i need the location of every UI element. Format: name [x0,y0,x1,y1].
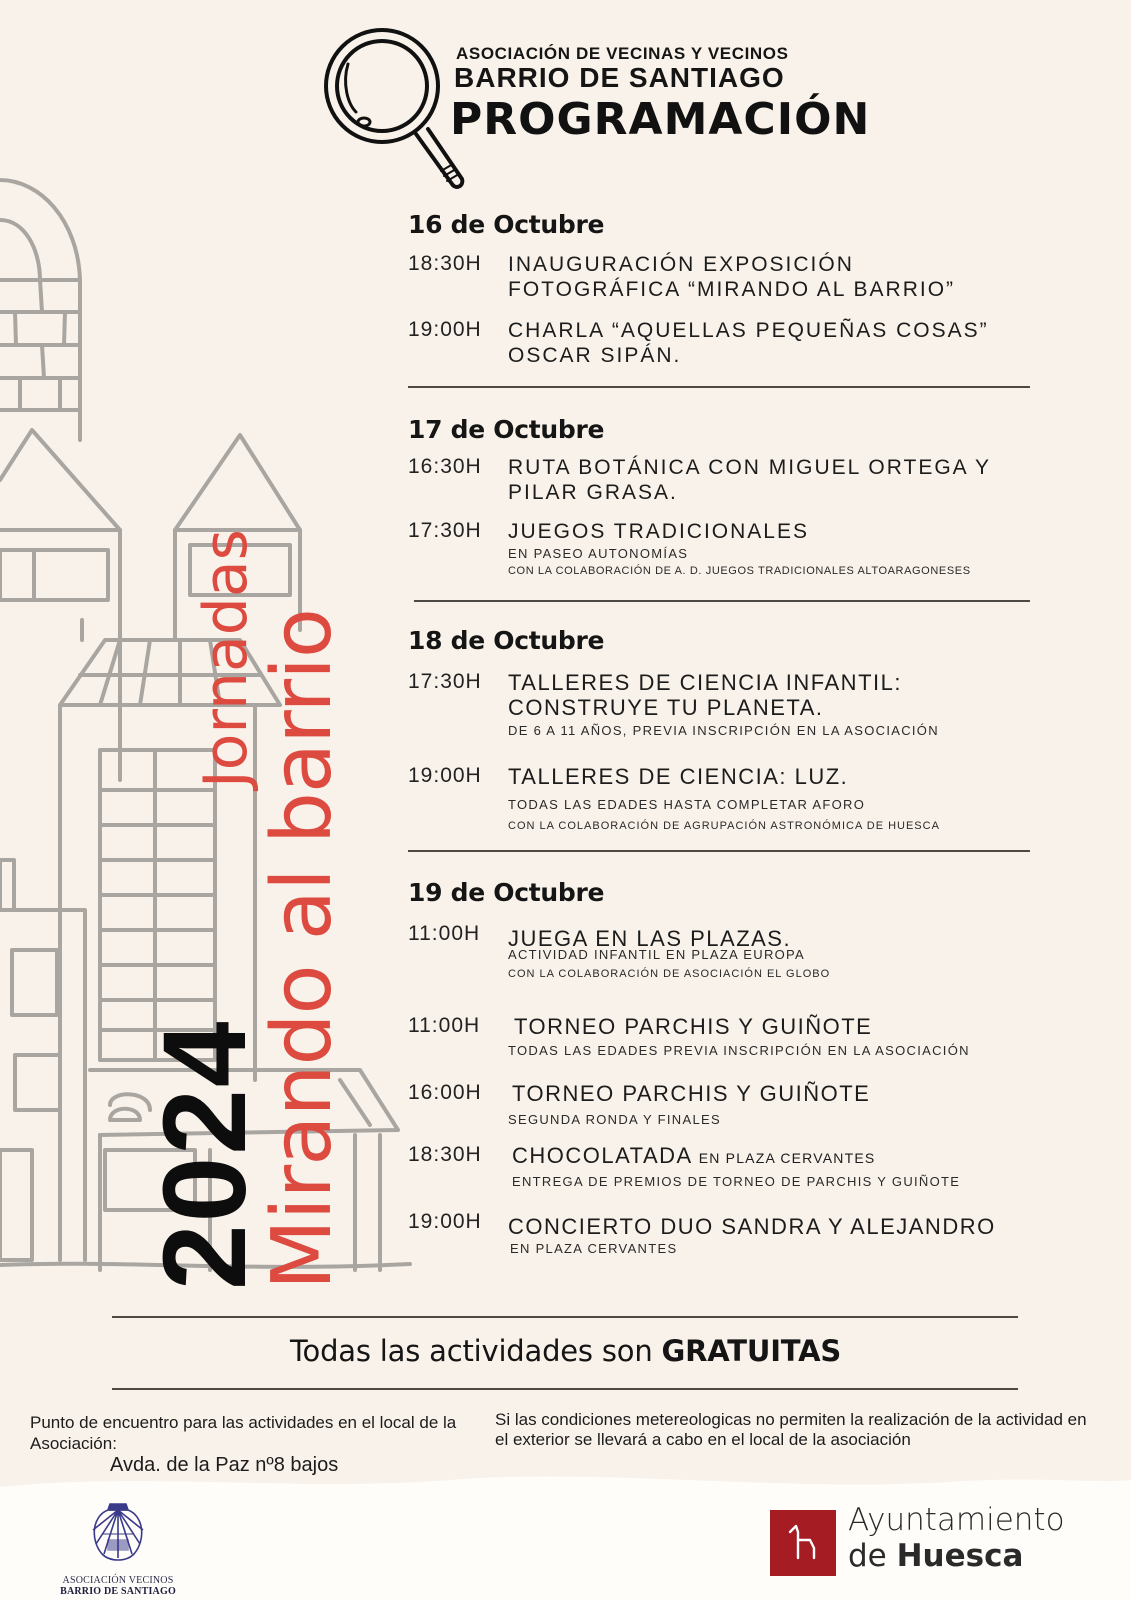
section-divider [408,850,1030,852]
day-section [408,210,1048,367]
event-time: 11:00H [408,1014,481,1037]
event-name-vertical-title: Mirando al barrio [255,608,350,1290]
association-logo-line2: BARRIO DE SANTIAGO [60,1586,176,1597]
weather-note: Si las condiciones metereologicas no permiten la realización de la actividad en el exterior se llevará a cabo en el local de la asociación [495,1410,1087,1449]
organization-name-line1: ASOCIACIÓN DE VECINAS Y VECINOS [456,44,789,63]
event-time: 18:30H [408,252,482,275]
event-title: TORNEO PARCHIS Y GUIÑOTE [512,1081,871,1106]
meeting-point-note: Punto de encuentro para las actividades en el local de la Asociación: [30,1413,457,1453]
organization-name-line2: BARRIO DE SANTIAGO [454,62,785,93]
day-title: 17 de Octubre [408,415,605,444]
event-time: 17:30H [408,670,482,693]
event-details: TODAS LAS EDADES HASTA COMPLETAR AFORO [508,797,866,812]
association-logo [48,1500,188,1600]
city-logo-prefix: de [848,1538,887,1574]
city-logo-line1: Ayuntamiento [848,1502,1065,1538]
event-title: TALLERES DE CIENCIA: LUZ. [508,764,849,789]
year-vertical-title: 2024 [139,1019,271,1290]
event-collaborator: CON LA COLABORACIÓN DE A. D. JUEGOS TRADICIONALES ALTOARAGONESES [508,565,971,577]
event-time: 19:00H [408,318,482,341]
day-title: 16 de Octubre [408,210,605,239]
city-logo-name: Huesca [896,1538,1024,1574]
city-logo-line2 [848,1538,1023,1574]
event-title: TORNEO PARCHIS Y GUIÑOTE [514,1014,873,1039]
event-time: 16:30H [408,455,482,478]
event-title: TALLERES DE CIENCIA INFANTIL: CONSTRUYE TU PLANETA. [508,670,902,720]
horse-icon [770,1510,836,1576]
association-logo-line1: ASOCIACIÓN VECINOS [62,1575,174,1586]
event-title: CHARLA “AQUELLAS PEQUEÑAS COSAS” OSCAR SIPÁN. [508,319,989,367]
free-notice-text: Todas las actividades son [289,1334,653,1368]
jornadas-vertical-title: Jornadas [191,529,261,788]
event-title: INAUGURACIÓN EXPOSICIÓN FOTOGRÁFICA “MIRANDO AL BARRIO” [508,253,956,301]
event-details: DE 6 A 11 AÑOS, PREVIA INSCRIPCIÓN EN LA ASOCIACIÓN [508,723,939,738]
event-time: 17:30H [408,519,482,542]
free-notice-emphasis: GRATUITAS [661,1334,842,1368]
event-location: EN PLAZA CERVANTES [698,1150,876,1166]
event-location: EN PASEO AUTONOMÍAS [508,546,689,561]
event-details: ENTREGA DE PREMIOS DE TORNEO DE PARCHIS Y GUIÑOTE [512,1174,961,1189]
event-title-with-location [512,1143,1052,1171]
event-time: 16:00H [408,1081,482,1104]
day-section [408,878,1048,1256]
event-collaborator: CON LA COLABORACIÓN DE AGRUPACIÓN ASTRONÓMICA DE HUESCA [508,820,940,832]
event-title: CHOCOLATADA [512,1143,693,1168]
free-notice-divider-bottom [112,1388,1018,1390]
event-title: CONCIERTO DUO SANDRA Y ALEJANDRO [508,1214,996,1239]
event-time: 18:30H [408,1143,482,1166]
poster-header [320,24,1020,199]
city-logo-mark [770,1510,836,1576]
section-divider [408,386,1030,388]
day-section [408,415,1048,577]
free-notice-divider-top [112,1316,1018,1318]
event-location: EN PLAZA CERVANTES [510,1241,678,1256]
event-title: JUEGA EN LAS PLAZAS. [508,926,792,951]
section-divider [414,600,1030,602]
meeting-point-address: Avda. de la Paz nº8 bajos [110,1454,339,1476]
day-section [408,626,1048,832]
day-title: 19 de Octubre [408,878,605,907]
scallop-shell-icon [88,1500,148,1564]
event-time: 19:00H [408,764,482,787]
event-time: 11:00H [408,922,481,945]
event-time: 19:00H [408,1210,482,1233]
magnifying-glass-icon [320,24,470,199]
event-details: TODAS LAS EDADES PREVIA INSCRIPCIÓN EN LA ASOCIACIÓN [508,1043,970,1058]
event-details: SEGUNDA RONDA Y FINALES [508,1112,721,1127]
event-title: RUTA BOTÁNICA CON MIGUEL ORTEGA Y PILAR GRASA. [508,456,991,504]
event-details: ACTIVIDAD INFANTIL EN PLAZA EUROPA [508,947,806,962]
free-activities-notice [0,1334,1131,1368]
event-collaborator: CON LA COLABORACIÓN DE ASOCIACIÓN EL GLOBO [508,968,831,980]
page-title: PROGRAMACIÓN [450,94,871,145]
day-title: 18 de Octubre [408,626,605,655]
event-title: JUEGOS TRADICIONALES [508,520,810,543]
